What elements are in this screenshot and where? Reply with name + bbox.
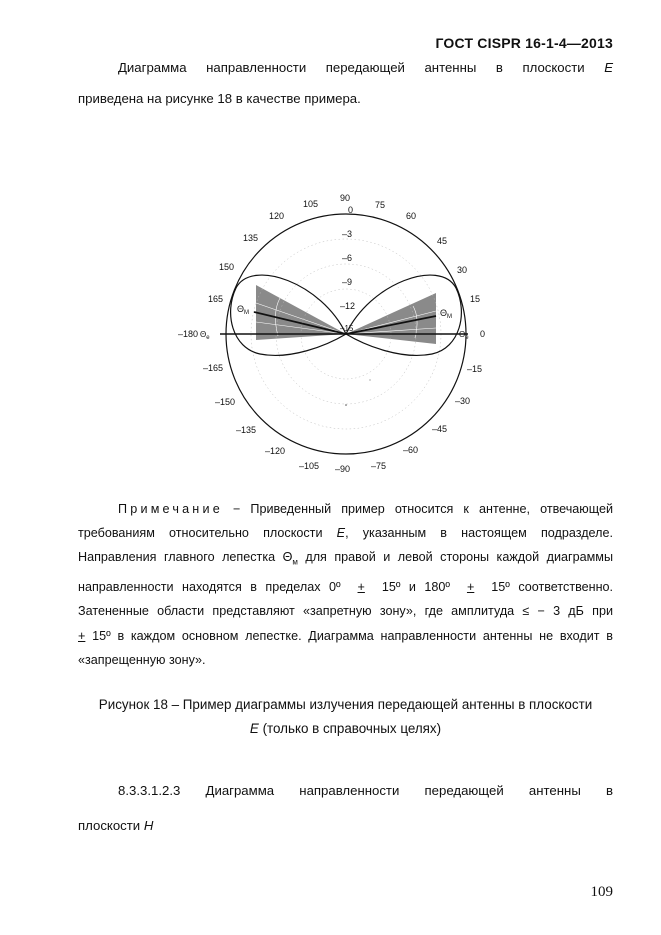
intro-text: Диаграмма направленности передающей антенны в плоскости <box>118 60 585 75</box>
label-30: 30 <box>457 265 468 275</box>
section-heading-line-1 <box>118 779 613 803</box>
label-165: 165 <box>208 294 224 304</box>
section-heading-line-2: плоскости H <box>78 818 154 833</box>
label-0-inner: 0 <box>348 205 354 215</box>
scale-minus-15: –15 <box>340 324 354 333</box>
figure-note <box>78 497 613 672</box>
page-number: 109 <box>590 884 613 900</box>
label-minus-105: –105 <box>299 461 320 471</box>
label-75: 75 <box>375 200 386 210</box>
note-line-4: направленности находятся в пределах 0º + 15º и 180º + 15º соответственно. <box>78 580 614 595</box>
label-150: 150 <box>219 262 235 272</box>
dot-artifact <box>345 404 347 406</box>
caption-line-1: Рисунок 18 – Пример диаграммы излучения передающей антенны в плоскости <box>98 697 593 712</box>
label-minus-45: –45 <box>432 424 448 434</box>
note-line-5: Затененные области представляют «запретную зону», где амплитуда ≤ − 3 дБ при <box>78 604 613 619</box>
intro-var-e: E <box>604 60 613 75</box>
label-minus-180: –180 <box>178 329 199 339</box>
label-105: 105 <box>303 199 319 209</box>
section-word: Диаграмма <box>205 783 275 798</box>
label-minus-135: –135 <box>236 425 257 435</box>
theta-e-right: $\Theta_e$ <box>459 330 469 341</box>
scale-minus-6: –6 <box>342 253 353 263</box>
section-number: 8.3.3.1.2.3 <box>118 783 181 798</box>
note-line-7: «запрещенную зону». <box>78 652 206 667</box>
note-line-6: + 15º в каждом основном лепестке. Диаграмма направленности антенны не входит в <box>78 628 613 643</box>
label-minus-15: –15 <box>467 364 483 374</box>
theta-m-right: $\Theta_M$ <box>440 308 453 320</box>
section-word: антенны <box>528 783 581 798</box>
label-60: 60 <box>406 211 417 221</box>
caption-line-2: E (только в справочных целях) <box>249 721 442 736</box>
label-minus-75: –75 <box>371 461 387 471</box>
document-code: ГОСТ CISPR 16-1-4—2013 <box>435 35 613 51</box>
label-minus-60: –60 <box>403 445 419 455</box>
polar-radiation-diagram <box>170 188 530 478</box>
figure-caption <box>78 693 613 741</box>
intro-line-2: приведена на рисунке 18 в качестве примера. <box>78 91 361 106</box>
note-dash: − <box>232 502 241 516</box>
note-line-2: требованиям относительно плоскости E, указанным в настоящем подразделе. <box>78 526 613 541</box>
label-minus-30: –30 <box>455 396 471 406</box>
label-minus-120: –120 <box>265 446 286 456</box>
note-line-1 <box>78 497 613 521</box>
section-word: в <box>605 783 613 798</box>
section-word: передающей <box>424 783 504 798</box>
theta-m-left: $\Theta_M$ <box>237 304 250 316</box>
dot-artifact <box>369 379 370 380</box>
label-120: 120 <box>269 211 285 221</box>
scale-minus-3: –3 <box>342 229 353 239</box>
label-minus-150: –150 <box>215 397 236 407</box>
intro-line-1 <box>118 56 613 80</box>
label-45: 45 <box>437 236 448 246</box>
note-line-3: Направления главного лепестка $\Theta_м$ для правой и левой стороны каждой диаграммы <box>78 550 613 567</box>
section-word: направленности <box>299 783 400 798</box>
note-text-1: Приведенный пример относится к антенне, отвечающей <box>250 502 613 516</box>
note-label: Примечание <box>118 502 223 516</box>
theta-e-left: $\Theta_e$ <box>200 330 210 341</box>
label-90: 90 <box>340 193 351 203</box>
scale-minus-12: –12 <box>340 301 356 311</box>
label-0: 0 <box>480 329 486 339</box>
scale-minus-9: –9 <box>342 277 353 287</box>
label-minus-90: –90 <box>335 464 351 474</box>
label-15: 15 <box>470 294 481 304</box>
label-minus-165: –165 <box>203 363 224 373</box>
label-135: 135 <box>243 233 259 243</box>
